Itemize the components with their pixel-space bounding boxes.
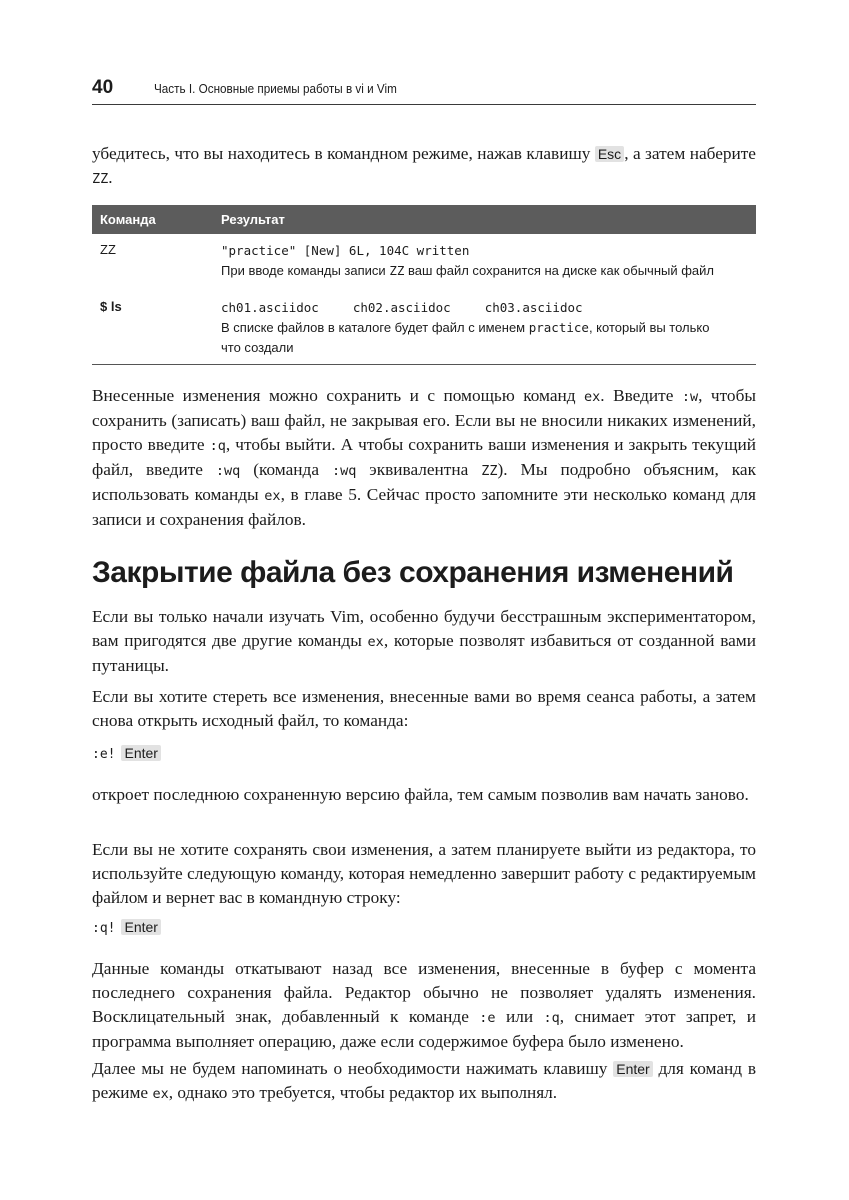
table-row: [92, 234, 756, 285]
command-output: "practice" [New] 6L, 104C written: [221, 243, 470, 258]
column-header-result: Результат: [213, 205, 756, 234]
table-header-row: [92, 205, 756, 234]
command-table: [92, 205, 756, 365]
command-cell: ZZ: [100, 242, 116, 257]
command-text: :q!: [92, 921, 116, 936]
file-name: ch03.asciidoc: [484, 300, 583, 315]
result-cell: [213, 285, 756, 365]
command-cell: $ ls: [100, 299, 122, 314]
result-note: В списке файлов в каталоге будет файл с именем practice, который вы только что создали: [221, 320, 710, 355]
file-name: ch02.asciidoc: [352, 300, 451, 315]
enter-key: Enter: [613, 1061, 652, 1077]
running-header: [92, 74, 756, 105]
column-header-command: Команда: [92, 205, 213, 234]
code-example: [92, 745, 161, 762]
file-name: ch01.asciidoc: [221, 300, 319, 315]
paragraph-save-commands: Внесенные изменения можно сохранить и с помощью команд ex. Введите :w, чтобы сохранить (записать) ваш файл, не закрывая его. Если вы не вносили никаких изменений, просто введите :q, чтобы выйти. А чтобы сохранить ваши изменения и закрыть текущий файл, введите :wq (команда :wq эквивалентна ZZ). Мы подробно объясним, как использовать команды ex, в главе 5. Сейчас просто запомните эти несколько команд для записи и сохранения файлов.: [92, 386, 756, 529]
code-example: [92, 919, 161, 936]
enter-key: Enter: [121, 919, 160, 935]
running-title: Часть I. Основные приемы работы в vi и Vim: [154, 81, 397, 96]
intro-paragraph: убедитесь, что вы находитесь в командном режиме, нажав клавишу Esc , а затем наберите ZZ.: [92, 144, 756, 187]
result-note: При вводе команды записи ZZ ваш файл сохранится на диске как обычный файл: [221, 263, 715, 278]
page-number: 40: [92, 77, 114, 98]
enter-key: Enter: [121, 745, 160, 761]
inline-code: ZZ: [92, 171, 109, 187]
table-row: [92, 285, 756, 365]
paragraph-quit: Если вы не хотите сохранять свои изменения, а затем планируете выйти из редактора, то используйте следующую команду, которая немедленно завершит работу с редактируемым файлом и вернет вас в командную строку:: [92, 840, 756, 907]
paragraph-erase-changes: Если вы хотите стереть все изменения, внесенные вами во время сеанса работы, а затем снова открыть исходный файл, то команда:: [92, 687, 756, 730]
paragraph-rollback: Данные команды откатывают назад все изменения, внесенные в буфер с момента последнего сохранения файла. Редактор обычно не позволяет удалять изменения. Восклицательный знак, добавленный к команде :e или :q, снимает этот запрет, и программа выполняет операцию, даже если содержимое буфера было изменено.: [92, 959, 756, 1051]
section-heading: Закрытие файла без сохранения изменений: [92, 556, 734, 589]
command-text: :e!: [92, 747, 116, 762]
paragraph-reopen: откроет последнюю сохраненную версию файла, тем самым позволив вам начать заново.: [92, 785, 749, 804]
paragraph-vim-intro: Если вы только начали изучать Vim, особенно будучи бесстрашным экспериментатором, вам пригодятся две другие команды ex, которые позволят избавиться от созданной вами путаницы.: [92, 607, 756, 675]
esc-key: Esc: [595, 146, 624, 162]
file-listing: [221, 285, 748, 318]
result-cell: [213, 234, 756, 285]
paragraph-enter-reminder: Далее мы не будем напоминать о необходимости нажимать клавишу Enter для команд в режиме ex, однако это требуется, чтобы редактор их выполнял.: [92, 1059, 756, 1102]
